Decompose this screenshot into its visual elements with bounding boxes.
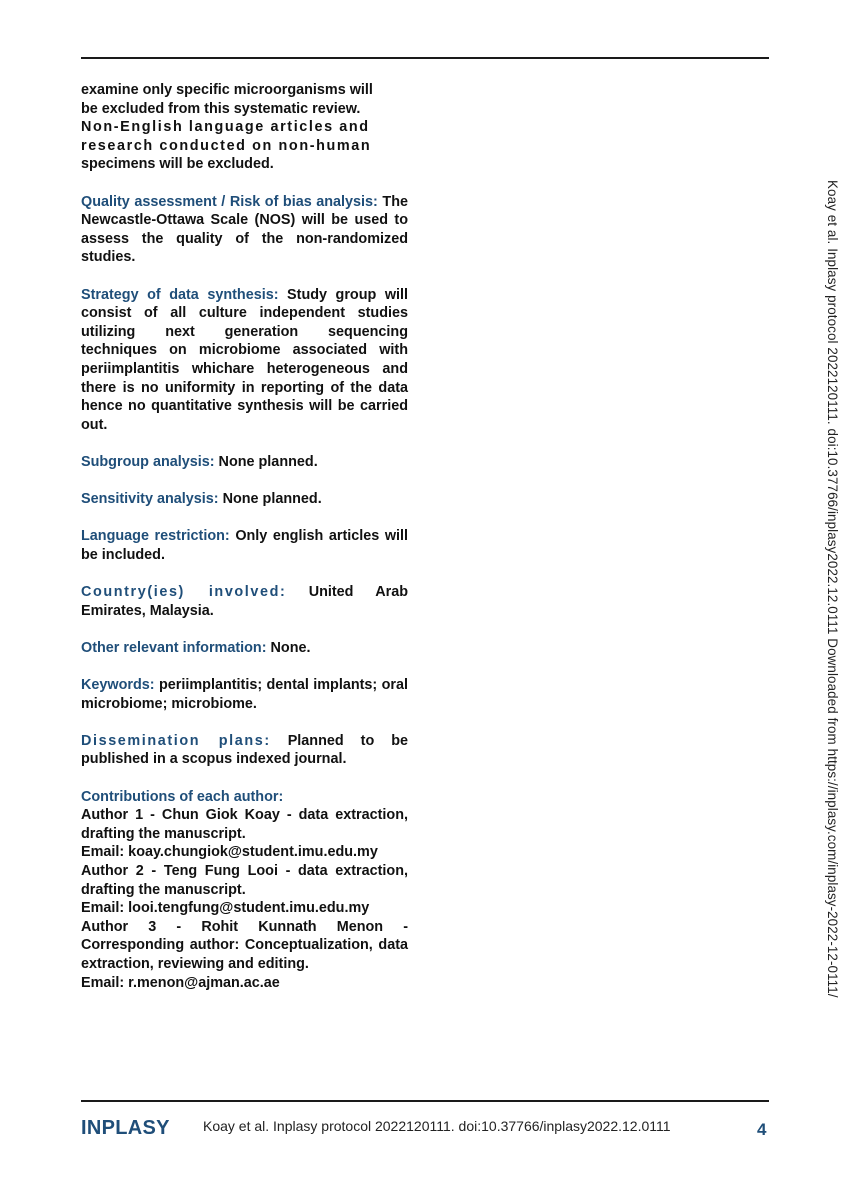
contributions-heading: Contributions of each author: bbox=[81, 788, 284, 805]
subgroup-heading: Subgroup analysis: bbox=[81, 453, 215, 470]
quality-heading: Quality assessment / Risk of bias analysis: bbox=[81, 193, 378, 210]
intro-line: specimens will be excluded. bbox=[81, 156, 274, 173]
dissemination-text: Planned to be published in a scopus indexed journal. bbox=[81, 732, 408, 768]
author-2-email: Email: looi.tengfung@student.imu.edu.my bbox=[81, 900, 370, 917]
language-section bbox=[81, 527, 408, 564]
main-column bbox=[81, 81, 408, 1011]
other-section bbox=[81, 639, 408, 658]
top-rule bbox=[81, 57, 769, 59]
quality-text: The Newcastle-Ottawa Scale (NOS) will be used to assess the quality of the non-randomized studies. bbox=[81, 193, 409, 266]
sensitivity-text: None planned. bbox=[222, 491, 322, 508]
synthesis-text: Study group will consist of all culture independent studies utilizing next generation sequencing techniques on microbiome associated with periimplantitis whichare heterogeneous and there is no uniformity in reporting of the data hence no quantitative synthesis will be carried out. bbox=[81, 286, 409, 433]
intro-line: examine only specific microorganisms will bbox=[81, 82, 373, 98]
subgroup-section bbox=[81, 453, 408, 472]
keywords-heading: Keywords: bbox=[81, 677, 155, 693]
dissemination-heading: Dissemination plans: bbox=[81, 732, 271, 749]
side-download-note: Koay et al. Inplasy protocol 2022120111. doi:10.37766/inplasy2022.12.0111 Downloaded from https://inplasy.com/inplasy-2022-12-0111/ bbox=[825, 180, 840, 998]
language-text: Only english articles will be included. bbox=[81, 528, 409, 563]
other-text: None. bbox=[270, 639, 311, 656]
synthesis-section bbox=[81, 286, 408, 435]
footer-brand-logo: INPLASY bbox=[81, 1117, 170, 1139]
author-3-line: Author 3 - Rohit Kunnath Menon - Corresponding author: Conceptualization, data extraction, reviewing and editing. bbox=[81, 918, 408, 972]
synthesis-heading: Strategy of data synthesis: bbox=[81, 286, 279, 303]
other-heading: Other relevant information: bbox=[81, 639, 267, 656]
intro-paragraph bbox=[81, 81, 408, 174]
sensitivity-section bbox=[81, 490, 408, 509]
intro-line: be excluded from this systematic review. bbox=[81, 100, 361, 117]
intro-line: Non-English language articles and bbox=[81, 119, 370, 136]
page-number: 4 bbox=[757, 1120, 767, 1139]
subgroup-text: None planned. bbox=[218, 453, 318, 470]
dissemination-section bbox=[81, 732, 408, 769]
country-section bbox=[81, 583, 408, 620]
country-text: United Arab Emirates, Malaysia. bbox=[81, 584, 408, 619]
keywords-text: periimplantitis; dental implants; oral microbiome; microbiome. bbox=[81, 677, 409, 712]
contributions-section bbox=[81, 788, 408, 993]
country-heading: Country(ies) involved: bbox=[81, 584, 287, 601]
language-heading: Language restriction: bbox=[81, 528, 230, 545]
quality-section bbox=[81, 193, 408, 267]
sensitivity-heading: Sensitivity analysis: bbox=[81, 491, 219, 508]
bottom-rule bbox=[81, 1100, 769, 1102]
keywords-section bbox=[81, 676, 408, 713]
author-3-email: Email: r.menon@ajman.ac.ae bbox=[81, 974, 280, 991]
author-1-line: Author 1 - Chun Giok Koay - data extraction, drafting the manuscript. bbox=[81, 807, 408, 842]
author-2-line: Author 2 - Teng Fung Looi - data extraction, drafting the manuscript. bbox=[81, 862, 408, 898]
author-1-email: Email: koay.chungiok@student.imu.edu.my bbox=[81, 844, 378, 861]
intro-line: research conducted on non-human bbox=[81, 137, 372, 154]
footer-citation: Koay et al. Inplasy protocol 2022120111. doi:10.37766/inplasy2022.12.0111 bbox=[203, 1118, 671, 1134]
